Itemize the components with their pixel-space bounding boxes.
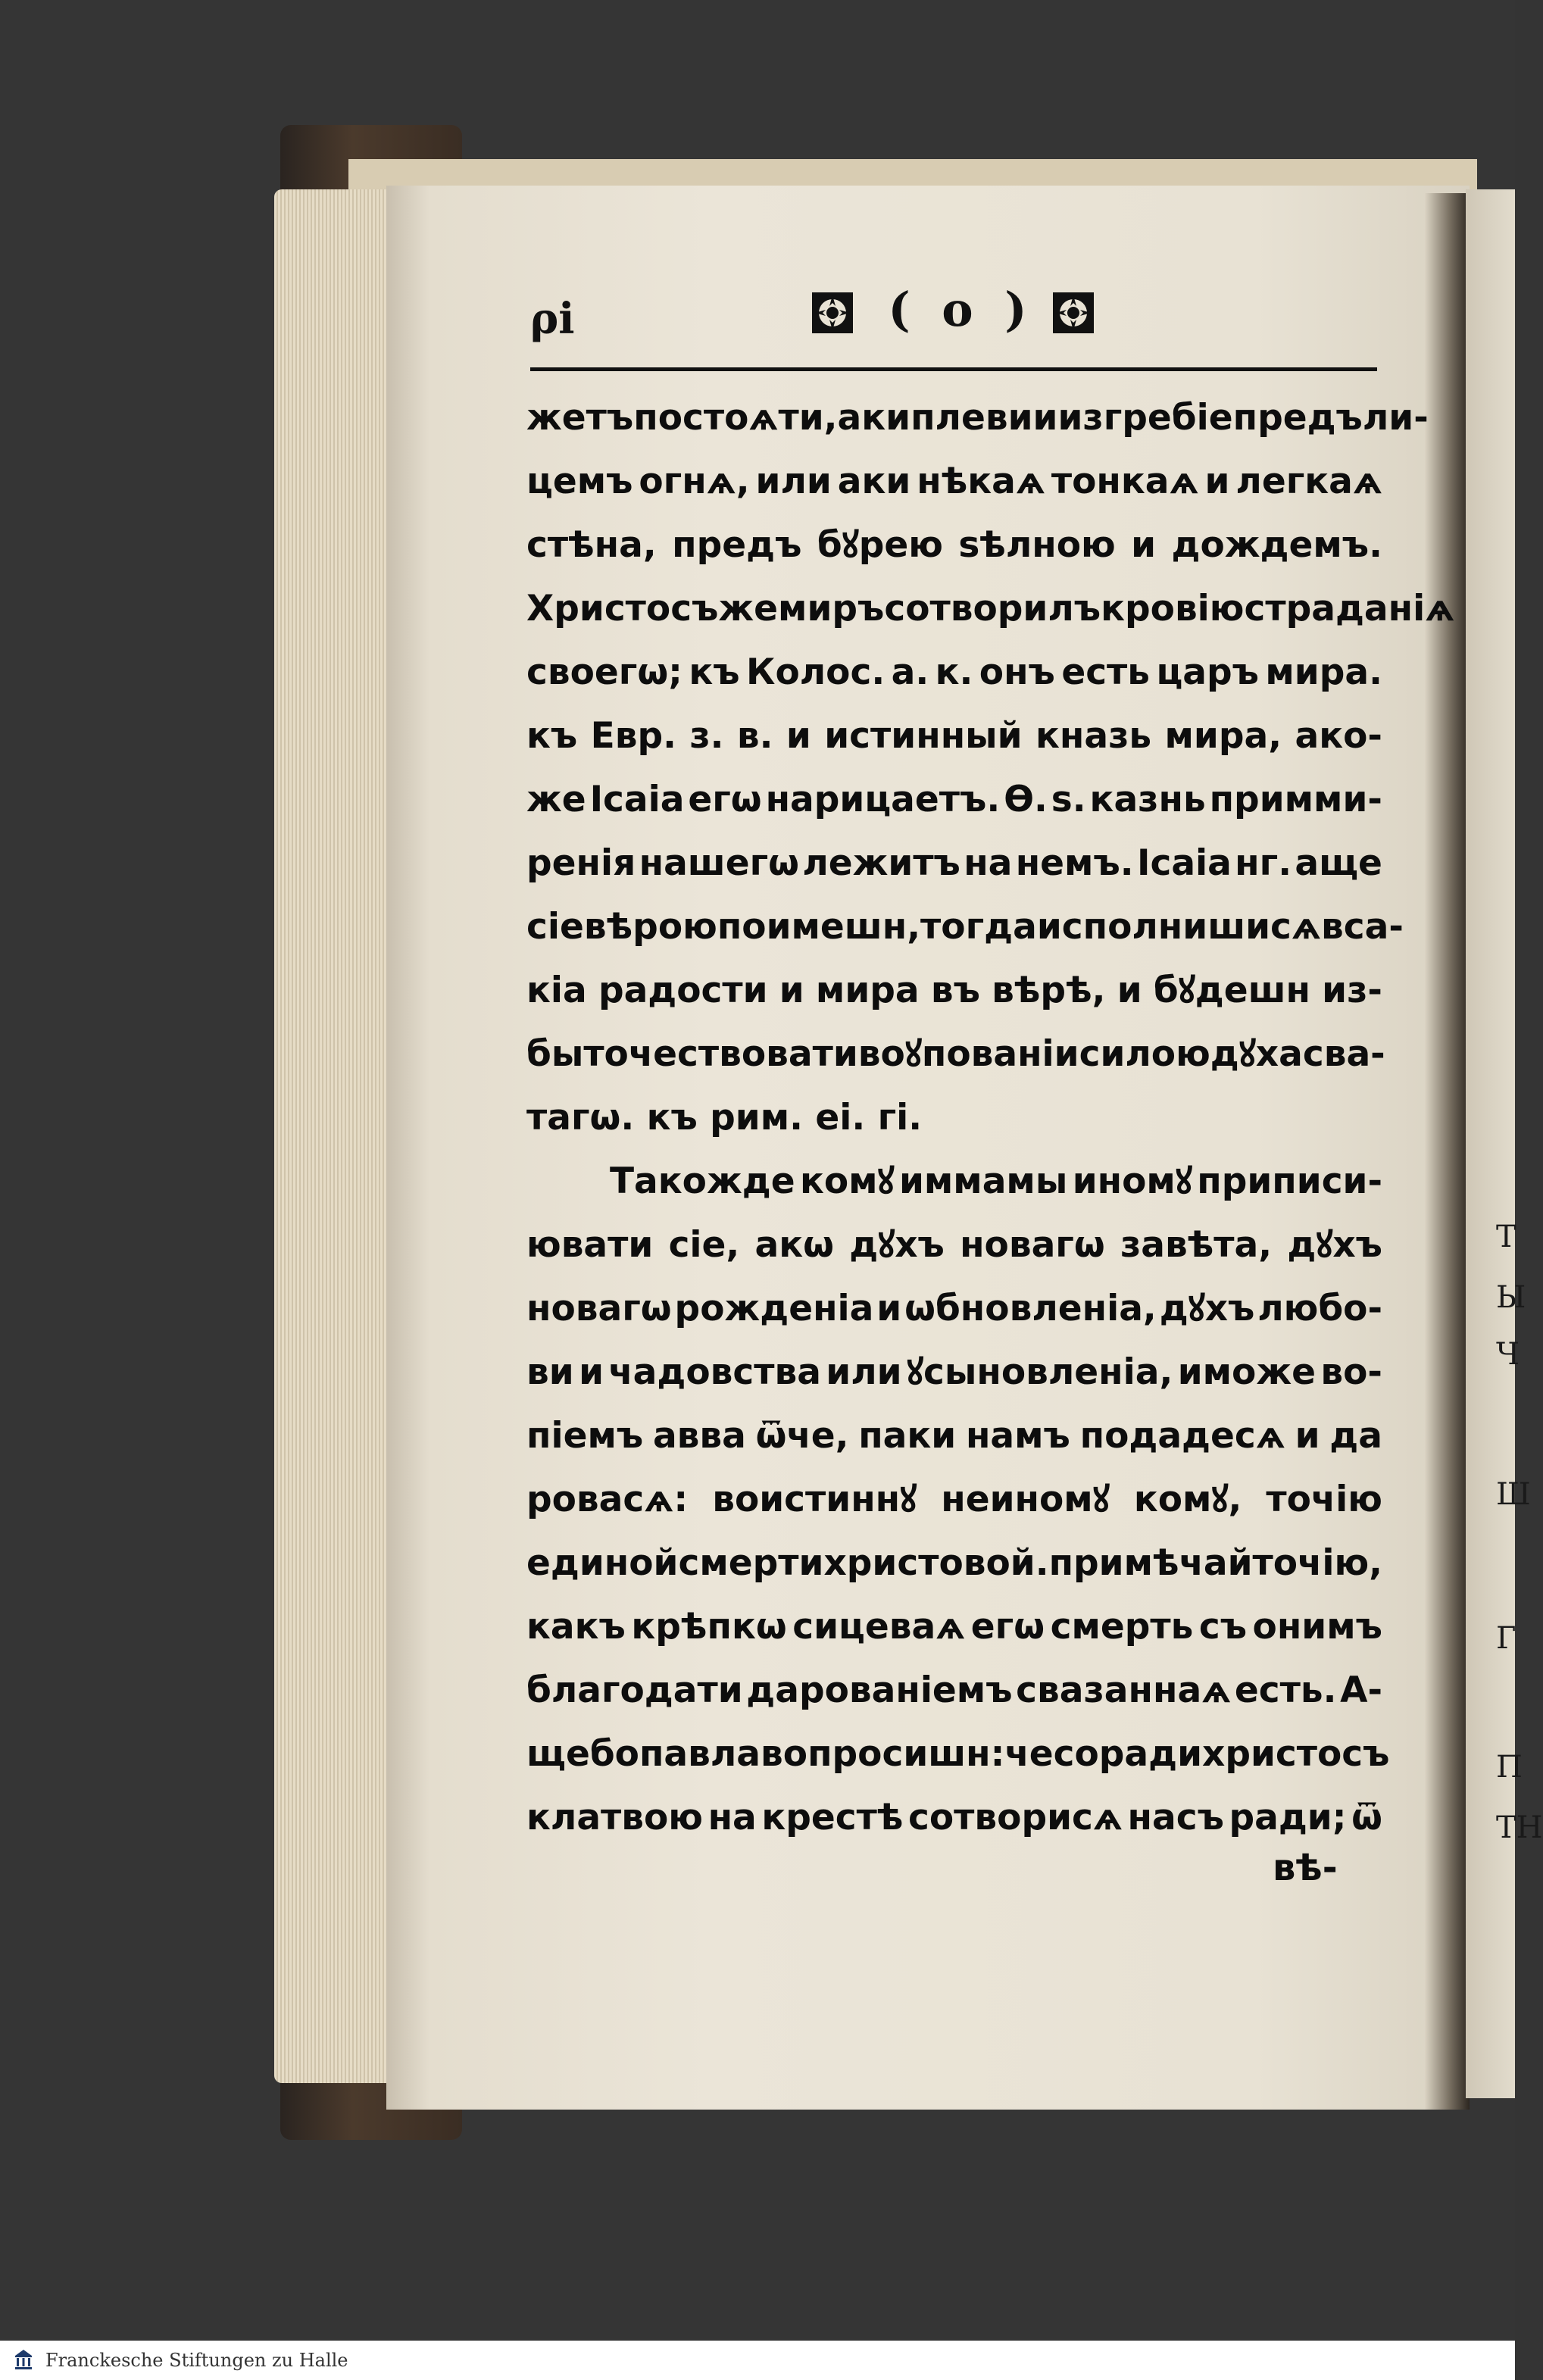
text-line: стѣна, предъ бꙋрею ѕѣлною и дождемъ. (526, 524, 1382, 566)
text-line: ювати сіе, акѡ дꙋхъ новагѡ завѣта, дꙋхъ (526, 1224, 1382, 1266)
facing-page-fragment: Т (1496, 1220, 1516, 1254)
facing-page-fragment: Ы (1496, 1280, 1526, 1315)
text-line: благодати дарованіемъ свазаннаѧ есть. А- (526, 1669, 1382, 1711)
footer-label: Franckesche Stiftungen zu Halle (45, 2350, 348, 2371)
header-rule (530, 367, 1377, 371)
facing-page-fragment: ТН (1496, 1810, 1543, 1845)
catchword: вѣ- (1273, 1847, 1338, 1889)
text-line: жетъ постоѧти, аки плеви и изгребіе предъ ли- (526, 397, 1429, 439)
text-line: кіа радости и мира въ вѣрѣ, и бꙋдешн из- (526, 970, 1382, 1011)
text-line: піемъ авва ѿче, паки намъ подадесѧ и да (526, 1415, 1382, 1457)
text-line: къ Евр. з. в. и истинный кназь мира, ако- (526, 715, 1382, 757)
page-text (526, 386, 1455, 1850)
facing-page-fragment: Ч (1496, 1337, 1520, 1372)
text-line: клатвою на крестѣ сотворисѧ насъ ради; ѿ (526, 1797, 1382, 1838)
facing-page-fragment: П (1496, 1750, 1523, 1785)
text-line: быточествовати во ꙋпованіи силою дꙋха сва- (526, 1033, 1385, 1075)
institution-logo-icon (14, 2348, 33, 2371)
text-line: тагѡ. къ рим. еі. гі. (526, 1097, 923, 1138)
facing-page-edge (1466, 189, 1543, 2098)
running-head (811, 282, 1114, 350)
text-line: сіе вѣрою поимешн, тогда исполнишисѧ вса- (526, 906, 1404, 948)
facing-page-fragment: Ш (1496, 1477, 1531, 1512)
book-gutter (1424, 193, 1470, 2110)
text-line: щебо павла вопросишн: чесоради христосъ (526, 1733, 1390, 1775)
text-line: новагѡ рожденіа и ѡбновленіа, дꙋхъ любо- (526, 1288, 1382, 1329)
text-line: же Ісаіа егѡ нарицаетъ. Ѳ. ѕ. казнь примми- (526, 779, 1382, 820)
text-line: Христосъ же миръ сотворилъ кровію страданіѧ (526, 588, 1455, 629)
paragraph-start: Такожде комꙋ иммамы иномꙋ приписи- (610, 1160, 1382, 1202)
page-stack-edges (274, 189, 395, 2083)
text-line: единой смерти христовой. примѣчай точію, (526, 1542, 1382, 1584)
folio-signature: ρi (530, 294, 575, 344)
ornament-icon (1051, 291, 1095, 335)
footer-bar (0, 2341, 1515, 2380)
facing-page-fragment: Г (1496, 1621, 1516, 1656)
text-line: ровасѧ: воистиннꙋ неиномꙋ комꙋ, точію (526, 1479, 1382, 1520)
text-line: своегѡ; къ Колос. а. к. онъ есть царъ мира. (526, 651, 1382, 693)
text-line: ви и чадовства или ꙋсыновленіа, иможе во- (526, 1351, 1382, 1393)
text-line: какъ крѣпкѡ сицеваѧ егѡ смерть съ онимъ (526, 1606, 1382, 1648)
text-line: ренія нашегѡ лежитъ на немъ. Ісаіа нг. аще (526, 842, 1382, 884)
page-number: ( o ) (888, 282, 1035, 337)
ornament-icon (811, 291, 854, 335)
text-line: цемъ огнѧ, или аки нѣкаѧ тонкаѧ и легкаѧ (526, 461, 1382, 502)
